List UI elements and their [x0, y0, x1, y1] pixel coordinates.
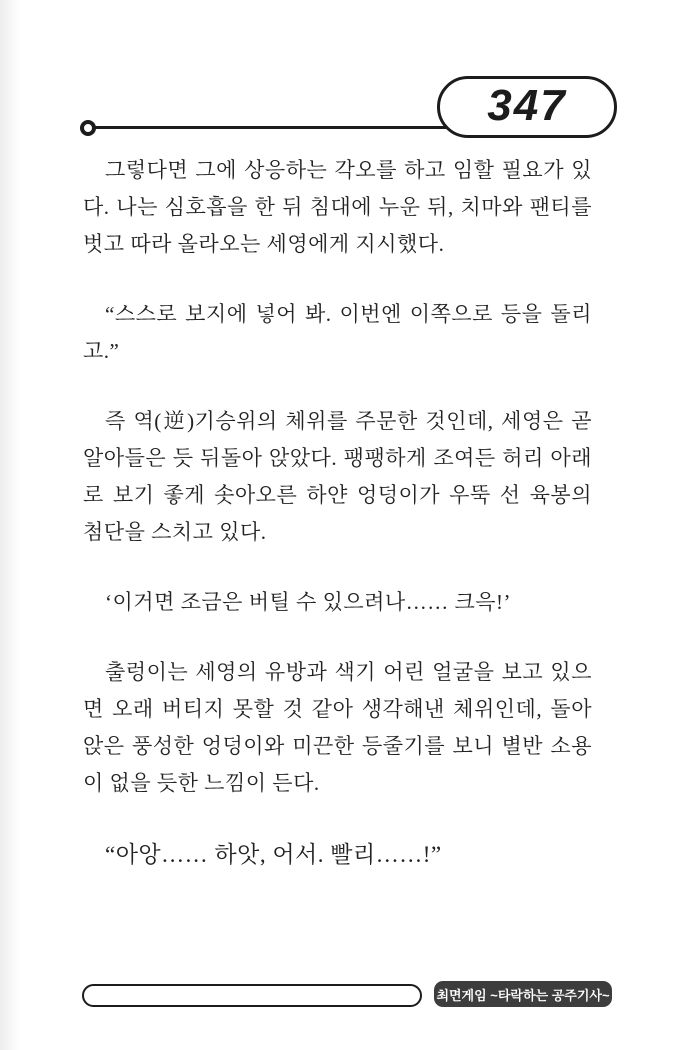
- footer-blank-pill: [82, 984, 422, 1007]
- paragraph-narration: 즉 역(逆)기승위의 체위를 주문한 것인데, 세영은 곧 알아들은 듯 뒤돌아 앉았다. 팽팽하게 조여든 허리 아래로 보기 좋게 솟아오른 하얀 엉덩이가 우뚝 선 육봉의 첨단을 스치고 있다.: [83, 409, 592, 544]
- paragraph-narration: 그렇다면 그에 상응하는 각오를 하고 임할 필요가 있다. 나는 심호흡을 한 뒤 침대에 누운 뒤, 치마와 팬티를 벗고 따라 올라오는 세영에게 지시했다.: [83, 158, 592, 256]
- paragraph-inner-thought: ‘이거면 조금은 버틸 수 있으려나…… 크윽!’: [105, 590, 512, 614]
- page-number-badge: [437, 76, 617, 138]
- page-number: 347: [487, 81, 567, 130]
- paragraph-dialogue: “스스로 보지에 넣어 봐. 이번엔 이쪽으로 등을 돌리고.”: [83, 302, 592, 363]
- page-content: [83, 152, 592, 908]
- series-title-badge: [434, 981, 612, 1007]
- series-title: 최면게임 ~타락하는 공주기사~: [436, 987, 610, 1003]
- paragraph-dialogue-emphasis: “아앙…… 하앗, 어서. 빨리……!”: [105, 842, 442, 867]
- paragraph-narration: 출렁이는 세영의 유방과 색기 어린 얼굴을 보고 있으면 오래 버티지 못할 것 같아 생각해낸 체위인데, 돌아앉은 풍성한 엉덩이와 미끈한 등줄기를 보니 별반 소용이 없을 듯한 느낌이 든다.: [83, 660, 592, 795]
- scan-edge-shadow: [0, 0, 20, 1050]
- header-rule-line: [92, 126, 450, 129]
